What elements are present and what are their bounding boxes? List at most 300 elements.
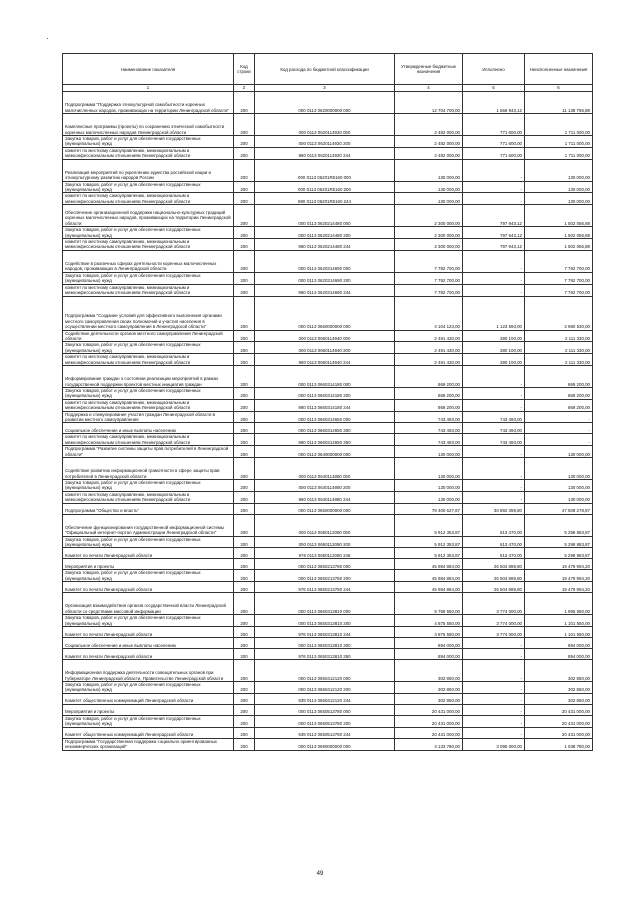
table-row [63,434,593,446]
table-row [63,423,593,434]
row-name-cell: Закупка товаров, работ и услуг для обеспечения государственных (муниципальных) нужд [63,536,234,548]
table-row [63,92,593,114]
row-unexecuted-cell: 869 200,00 [525,365,593,387]
row-name-cell: Социальное обеспечение и иные выплаты населению [63,423,234,434]
table-row [63,682,593,694]
row-name-cell: Мероприятия и проекты [63,559,234,570]
header-row [63,54,593,85]
row-name-cell: Информирование граждан о состоянии реализации мероприятий в рамках государственной поддержки проектов местных инициатив граждан [63,365,234,387]
row-executed-cell: - [463,704,525,715]
row-kbk-cell: 000 0113 06201R5160 000 [255,159,395,181]
row-approved-cell: 45 984 884,00 [395,570,463,582]
row-code-cell: 200 [234,342,255,354]
row-kbk-cell: 000 0113 0620214480 000 [255,205,395,227]
row-executed-cell: 1 666 943,12 [463,92,525,114]
row-code-cell: 200 [234,136,255,148]
row-unexecuted-cell: 1 502 056,88 [525,227,593,239]
row-code-cell: 200 [234,727,255,738]
row-executed-cell: - [463,399,525,411]
row-executed-cell: 743 493,00 [463,423,525,434]
table-row [63,387,593,399]
row-code-cell: 200 [234,193,255,205]
row-unexecuted-cell: 130 000,00 [525,181,593,193]
row-code-cell: 200 [234,205,255,227]
row-name-cell: Подпрограмма "Развитие системы защиты прав потребителей в Ленинградской области" [63,446,234,458]
table-row [63,114,593,136]
row-kbk-cell: 000 0113 0660114940 000 [255,330,395,342]
row-code-cell: 200 [234,503,255,514]
table-row [63,491,593,503]
table-row [63,649,593,660]
row-approved-cell: 130 000,00 [395,480,463,492]
row-name-cell: Закупка товаров, работ и услуг для обеспечения государственных (муниципальных) нужд [63,272,234,284]
row-approved-cell: 894 000,00 [395,649,463,660]
row-kbk-cell: 000 0113 0650213780 200 [255,570,395,582]
row-unexecuted-cell: 302 850,00 [525,682,593,694]
row-name-cell: Закупка товаров, работ и услуг для обеспечения государственных (муниципальных) нужд [63,387,234,399]
row-code-cell: 200 [234,704,255,715]
row-unexecuted-cell: 19 479 994,20 [525,582,593,593]
col-header-approved: Утвержденные бюджетные назначения [395,54,463,85]
row-executed-cell: 797 943,12 [463,239,525,251]
table-row [63,181,593,193]
row-name-cell: Комитет по печати Ленинградской области [63,582,234,593]
table-row [63,638,593,649]
row-approved-cell: 869 200,00 [395,399,463,411]
table-row [63,727,593,738]
row-approved-cell: 20 431 000,00 [395,704,463,715]
row-executed-cell: - [463,446,525,458]
row-code-cell: 200 [234,491,255,503]
row-executed-cell: 613 470,00 [463,548,525,559]
row-approved-cell: 2 482 000,00 [395,136,463,148]
row-kbk-cell: 000 0113 0650412120 000 [255,660,395,682]
row-unexecuted-cell: 20 431 000,00 [525,715,593,727]
row-name-cell: Обеспечение функционирования государственной информационной системы "Официальный интернет-портал Администрации Ленинградской области" [63,514,234,536]
row-kbk-cell: 000 0113 0620314690 000 [255,250,395,272]
row-code-cell: 200 [234,147,255,159]
row-kbk-cell: 000 0113 0660314180 000 [255,365,395,387]
table-row [63,660,593,682]
row-approved-cell: 20 431 000,00 [395,727,463,738]
row-code-cell: 200 [234,693,255,704]
row-kbk-cell: 000 0113 0650112080 200 [255,536,395,548]
row-name-cell: Закупка товаров, работ и услуг для обеспечения государственных (муниципальных) нужд [63,715,234,727]
table-row [63,514,593,536]
row-code-cell: 200 [234,559,255,570]
row-executed-cell: 613 470,00 [463,536,525,548]
row-name-cell: Закупка товаров, работ и услуг для обеспечения государственных (муниципальных) нужд [63,136,234,148]
row-executed-cell: 3 774 000,00 [463,615,525,627]
row-executed-cell: - [463,365,525,387]
row-kbk-cell: 980 0113 0620314690 244 [255,284,395,296]
table-row [63,458,593,480]
table-row [63,239,593,251]
row-approved-cell: 12 704 700,00 [395,92,463,114]
row-name-cell: Подпрограмма "Государственная поддержка социально ориентированных некоммерческих организаций" [63,738,234,750]
row-name-cell: Комитет по печати Ленинградской области [63,548,234,559]
table-row [63,250,593,272]
row-name-cell: комитет по местному самоуправлению, межнациональным и межконфессиональным отношениям Ленинградской области [63,354,234,366]
row-name-cell: Закупка товаров, работ и услуг для обеспечения государственных (муниципальных) нужд [63,227,234,239]
row-kbk-cell: 980 0113 0660314180 244 [255,399,395,411]
row-unexecuted-cell: 20 431 000,00 [525,727,593,738]
table-row [63,704,593,715]
table-row [63,272,593,284]
table-row [63,627,593,638]
scan-speck [47,38,48,39]
row-executed-cell: - [463,727,525,738]
row-kbk-cell: 000 0113 0620214480 200 [255,227,395,239]
row-kbk-cell: 000 0113 0650513780 200 [255,715,395,727]
row-kbk-cell: 000 0113 0660314650 300 [255,423,395,434]
row-approved-cell: 2 300 000,00 [395,205,463,227]
row-unexecuted-cell: 2 980 530,00 [525,296,593,330]
row-kbk-cell: 000 0113 0640114880 200 [255,480,395,492]
row-executed-cell: 26 504 889,80 [463,559,525,570]
row-unexecuted-cell: - [525,411,593,423]
table-row [63,548,593,559]
row-name-cell: Закупка товаров, работ и услуг для обеспечения государственных (муниципальных) нужд [63,682,234,694]
row-executed-cell: - [463,638,525,649]
row-name-cell: Социальное обеспечение и иные выплаты населению [63,638,234,649]
row-approved-cell: 78 400 627,67 [395,503,463,514]
row-code-cell: 200 [234,272,255,284]
table-row [63,570,593,582]
row-approved-cell: 5 912 353,87 [395,548,463,559]
row-kbk-cell: 976 0113 0650213780 244 [255,582,395,593]
row-executed-cell: - [463,284,525,296]
row-executed-cell: - [463,250,525,272]
row-unexecuted-cell: 1 711 000,00 [525,147,593,159]
row-approved-cell: 2 491 430,00 [395,342,463,354]
row-kbk-cell: 980 0113 0660314650 350 [255,434,395,446]
row-name-cell: Закупка товаров, работ и услуг для обеспечения государственных (муниципальных) нужд [63,615,234,627]
row-kbk-cell: 000 0113 0650213780 000 [255,559,395,570]
row-unexecuted-cell: 5 298 883,87 [525,548,593,559]
row-unexecuted-cell: 19 479 994,20 [525,570,593,582]
row-name-cell: комитет по местному самоуправлению, межнациональным и межконфессиональным отношениям Ленинградской области [63,193,234,205]
table-row [63,693,593,704]
row-code-cell: 200 [234,715,255,727]
row-code-cell: 200 [234,423,255,434]
table-row [63,503,593,514]
row-kbk-cell: 000 0113 0650112080 000 [255,514,395,536]
row-kbk-cell: 000 0113 0650313810 200 [255,615,395,627]
row-executed-cell: 797 943,12 [463,205,525,227]
table-row [63,715,593,727]
row-executed-cell: 613 470,00 [463,514,525,536]
row-code-cell: 200 [234,548,255,559]
row-kbk-cell: 980 0113 0620214480 244 [255,239,395,251]
table-row [63,446,593,458]
table-row [63,559,593,570]
table-row [63,193,593,205]
row-unexecuted-cell: 130 000,00 [525,491,593,503]
row-code-cell: 200 [234,638,255,649]
row-approved-cell: 4 875 550,00 [395,627,463,638]
row-executed-cell: 380 100,00 [463,330,525,342]
row-code-cell: 200 [234,330,255,342]
row-unexecuted-cell: 5 298 883,87 [525,536,593,548]
table-row [63,480,593,492]
row-executed-cell: 26 504 889,80 [463,570,525,582]
row-kbk-cell: 000 0113 0650513780 000 [255,704,395,715]
table-row [63,136,593,148]
row-executed-cell: - [463,660,525,682]
row-code-cell: 200 [234,239,255,251]
row-kbk-cell: 976 0113 0650112080 246 [255,548,395,559]
row-name-cell: Обеспечение организационной поддержки национально-культурных традиций коренных малочисленных народов, проживающих на территории Ленинградской области [63,205,234,227]
row-unexecuted-cell: 2 111 330,00 [525,342,593,354]
row-approved-cell: 130 000,00 [395,446,463,458]
table-row [63,411,593,423]
row-approved-cell: 743 493,00 [395,434,463,446]
row-unexecuted-cell: 1 502 056,88 [525,239,593,251]
row-approved-cell: 4 133 780,00 [395,738,463,750]
row-approved-cell: 130 000,00 [395,181,463,193]
table-row [63,296,593,330]
row-executed-cell: - [463,682,525,694]
row-code-cell: 200 [234,181,255,193]
row-unexecuted-cell: 2 111 330,00 [525,330,593,342]
row-code-cell: 200 [234,399,255,411]
row-executed-cell: 380 100,00 [463,342,525,354]
row-kbk-cell: 976 0113 0650313810 350 [255,649,395,660]
row-approved-cell: 2 300 000,00 [395,227,463,239]
row-approved-cell: 743 493,00 [395,423,463,434]
row-name-cell: Содействие в различных сферах деятельности коренных малочисленных народов, проживающих в Ленинградской области [63,250,234,272]
row-code-cell: 200 [234,458,255,480]
col-header-code: Код строки [234,54,255,85]
row-code-cell: 200 [234,514,255,536]
row-approved-cell: 894 000,00 [395,638,463,649]
row-code-cell: 200 [234,296,255,330]
row-approved-cell: 2 482 000,00 [395,114,463,136]
row-unexecuted-cell: 130 000,00 [525,480,593,492]
row-executed-cell: 3 095 000,00 [463,738,525,750]
row-unexecuted-cell: 1 711 000,00 [525,114,593,136]
row-executed-cell: 771 600,00 [463,136,525,148]
row-name-cell: Комитет общественных коммуникаций Ленинградской области [63,727,234,738]
row-kbk-cell: 000 0113 0660114940 200 [255,342,395,354]
row-approved-cell: 5 769 550,00 [395,593,463,615]
table-row [63,147,593,159]
row-name-cell: Закупка товаров, работ и услуг для обеспечения государственных (муниципальных) нужд [63,570,234,582]
row-name-cell: Реализация мероприятий по укреплению единства российской нации и этнокультурному развитию народов России [63,159,234,181]
row-unexecuted-cell: 1 711 000,00 [525,136,593,148]
row-code-cell: 200 [234,570,255,582]
report-sheet [62,53,592,751]
row-executed-cell: - [463,480,525,492]
table-row [63,615,593,627]
row-unexecuted-cell: 869 200,00 [525,387,593,399]
row-name-cell: Содействие развитию информационной грамотности в сфере защиты прав потребителей в Ленинградской области [63,458,234,480]
row-kbk-cell: 000 0113 0650313810 300 [255,638,395,649]
row-unexecuted-cell: 302 850,00 [525,693,593,704]
row-approved-cell: 130 000,00 [395,193,463,205]
row-kbk-cell: 980 0113 0660114940 244 [255,354,395,366]
row-executed-cell: - [463,649,525,660]
budget-execution-table [62,53,593,751]
row-code-cell: 200 [234,227,255,239]
row-code-cell: 200 [234,649,255,660]
row-kbk-cell: 000 0113 0650313810 000 [255,593,395,615]
row-unexecuted-cell: 302 850,00 [525,660,593,682]
row-kbk-cell: 980 0113 0640114880 244 [255,491,395,503]
row-kbk-cell: 000 0113 0620114920 000 [255,114,395,136]
row-unexecuted-cell: 894 000,00 [525,638,593,649]
row-unexecuted-cell: 7 792 700,00 [525,272,593,284]
row-unexecuted-cell: 130 000,00 [525,193,593,205]
row-name-cell: Подпрограмма "Общество и власть" [63,503,234,514]
row-executed-cell: 26 504 889,80 [463,582,525,593]
row-unexecuted-cell: 1 502 056,88 [525,205,593,227]
row-name-cell: комитет по местному самоуправлению, межнациональным и межконфессиональным отношениям Ленинградской области [63,399,234,411]
row-approved-cell: 7 792 700,00 [395,284,463,296]
row-name-cell: Мероприятия и проекты [63,704,234,715]
row-code-cell: 200 [234,365,255,387]
row-approved-cell: 2 491 430,00 [395,330,463,342]
row-code-cell: 200 [234,92,255,114]
row-kbk-cell: 000 0113 06201R5160 200 [255,181,395,193]
column-number-row [63,85,593,92]
row-approved-cell: 5 912 353,87 [395,514,463,536]
row-unexecuted-cell: - [525,434,593,446]
row-approved-cell: 45 984 884,00 [395,582,463,593]
row-approved-cell: 130 000,00 [395,491,463,503]
col-header-kbk: Код расхода по бюджетной классификации [255,54,395,85]
row-unexecuted-cell: 869 200,00 [525,399,593,411]
row-code-cell: 200 [234,434,255,446]
row-kbk-cell: 980 0113 0620114920 244 [255,147,395,159]
row-kbk-cell: 000 0113 0620000000 000 [255,92,395,114]
row-unexecuted-cell: 1 995 550,00 [525,593,593,615]
row-unexecuted-cell: 11 138 756,88 [525,92,593,114]
row-unexecuted-cell: 130 000,00 [525,446,593,458]
row-name-cell: Содействие деятельности органов местного самоуправления Ленинградской области [63,330,234,342]
row-code-cell: 200 [234,627,255,638]
row-code-cell: 200 [234,354,255,366]
col-header-unexecuted: Неисполненные назначения [525,54,593,85]
row-code-cell: 200 [234,738,255,750]
row-executed-cell: 3 774 000,00 [463,593,525,615]
row-code-cell: 200 [234,660,255,682]
row-kbk-cell: 000 0113 0640000000 000 [255,446,395,458]
row-kbk-cell: 000 0113 0650412120 200 [255,682,395,694]
row-executed-cell: 743 493,00 [463,411,525,423]
row-approved-cell: 130 000,00 [395,159,463,181]
row-name-cell: Организация взаимодействия органов государственной власти Ленинградской области со средствами массовой информации [63,593,234,615]
row-kbk-cell: 976 0113 0650313810 244 [255,627,395,638]
row-kbk-cell: 939 0113 0650513780 244 [255,727,395,738]
row-approved-cell: 302 850,00 [395,693,463,704]
row-code-cell: 200 [234,536,255,548]
table-row [63,399,593,411]
row-name-cell: комитет по местному самоуправлению, межнациональным и межконфессиональным отношениям Ленинградской области [63,147,234,159]
row-executed-cell: 771 600,00 [463,114,525,136]
row-executed-cell: 1 123 593,00 [463,296,525,330]
table-row [63,582,593,593]
row-code-cell: 200 [234,387,255,399]
row-unexecuted-cell: 7 792 700,00 [525,250,593,272]
row-unexecuted-cell: 1 101 550,00 [525,615,593,627]
row-name-cell: Закупка товаров, работ и услуг для обеспечения государственных (муниципальных) нужд [63,181,234,193]
row-kbk-cell: 000 0113 0690000000 000 [255,738,395,750]
row-executed-cell: 771 600,00 [463,147,525,159]
row-unexecuted-cell: 20 431 000,00 [525,704,593,715]
row-executed-cell: - [463,159,525,181]
col-header-executed: Исполнено [463,54,525,85]
row-code-cell: 200 [234,284,255,296]
row-code-cell: 200 [234,114,255,136]
row-code-cell: 200 [234,159,255,181]
row-name-cell: Комитет по печати Ленинградской области [63,649,234,660]
row-executed-cell: - [463,491,525,503]
col-number: 4 [395,85,463,92]
row-approved-cell: 20 431 000,00 [395,715,463,727]
row-unexecuted-cell: 5 298 883,87 [525,514,593,536]
row-name-cell: Закупка товаров, работ и услуг для обеспечения государственных (муниципальных) нужд [63,342,234,354]
col-number: 6 [525,85,593,92]
row-code-cell: 200 [234,582,255,593]
row-kbk-cell: 000 0113 0650000000 000 [255,503,395,514]
row-approved-cell: 2 482 000,00 [395,147,463,159]
col-number: 1 [63,85,234,92]
row-kbk-cell: 000 0113 0660314650 000 [255,411,395,423]
row-code-cell: 200 [234,411,255,423]
table-row [63,227,593,239]
row-name-cell: Подпрограмма "Создание условий для эффективного выполнения органами местного самоуправления своих полномочий и участия населения в осуществлении местного самоуправления в Ленинградской области" [63,296,234,330]
row-approved-cell: 302 850,00 [395,660,463,682]
row-code-cell: 200 [234,682,255,694]
row-name-cell: Поддержка и стимулирование участия граждан Ленинградской области в развитии местного самоуправления [63,411,234,423]
row-name-cell: Подпрограмма "Поддержка этнокультурной самобытности коренных малочисленных народов, проживающих на территории Ленинградской области" [63,92,234,114]
row-approved-cell: 130 000,00 [395,458,463,480]
row-unexecuted-cell: 47 508 278,87 [525,503,593,514]
row-unexecuted-cell: - [525,423,593,434]
row-code-cell: 200 [234,593,255,615]
row-executed-cell: 30 892 359,80 [463,503,525,514]
row-approved-cell: 302 850,00 [395,682,463,694]
row-name-cell: комитет по местному самоуправлению, межнациональным и межконфессиональным отношениям Ленинградской области [63,491,234,503]
row-kbk-cell: 000 0113 0620314690 200 [255,272,395,284]
row-kbk-cell: 000 0113 0660000000 000 [255,296,395,330]
page-number: 49 [316,871,324,877]
row-kbk-cell: 000 0113 0620114920 200 [255,136,395,148]
row-approved-cell: 5 912 353,87 [395,536,463,548]
row-kbk-cell: 000 0113 0660314180 200 [255,387,395,399]
row-approved-cell: 869 200,00 [395,365,463,387]
col-number: 5 [463,85,525,92]
row-name-cell: комитет по местному самоуправлению, межнациональным и межконфессиональным отношениям Ленинградской области [63,434,234,446]
row-code-cell: 200 [234,250,255,272]
row-unexecuted-cell: 130 000,00 [525,159,593,181]
row-unexecuted-cell: 2 111 330,00 [525,354,593,366]
row-approved-cell: 7 792 700,00 [395,250,463,272]
row-kbk-cell: 939 0113 0650412120 244 [255,693,395,704]
row-executed-cell: - [463,181,525,193]
row-kbk-cell: 000 0113 0640114880 000 [255,458,395,480]
row-name-cell: Комитет по печати Ленинградской области [63,627,234,638]
row-unexecuted-cell: 894 000,00 [525,649,593,660]
table-row [63,354,593,366]
table-row [63,159,593,181]
col-number: 2 [234,85,255,92]
row-unexecuted-cell: 130 000,00 [525,458,593,480]
row-code-cell: 200 [234,480,255,492]
table-row [63,284,593,296]
